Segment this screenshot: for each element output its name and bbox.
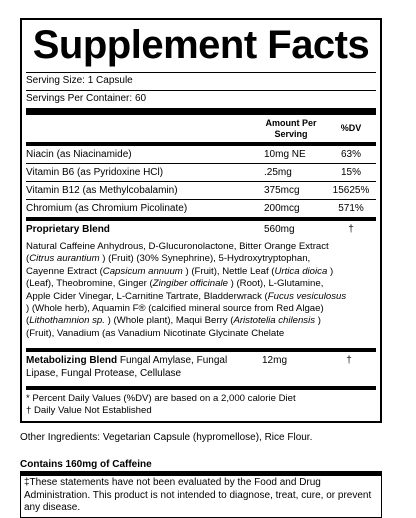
nutrient-name: Niacin (as Niacinamide) bbox=[26, 149, 132, 160]
nutrient-amount: 10mg NE bbox=[264, 149, 306, 160]
nutrient-dv: 571% bbox=[338, 203, 364, 214]
nutrient-table bbox=[26, 146, 376, 217]
metabolizing-blend-text bbox=[26, 354, 254, 380]
ingredient-text: ) (Leaf), Theobromine, Ginger ( bbox=[26, 265, 334, 290]
nutrient-row bbox=[26, 182, 376, 199]
other-ingredients: Other Ingredients: Vegetarian Capsule (hypromellose), Rice Flour. bbox=[20, 432, 313, 443]
nutrient-amount: 200mcg bbox=[264, 203, 300, 214]
thick-divider bbox=[26, 108, 376, 115]
nutrient-row bbox=[26, 146, 376, 163]
nutrient-dv: 15625% bbox=[332, 185, 370, 196]
metabolizing-blend-row bbox=[26, 352, 376, 386]
proprietary-blend-ingredients bbox=[26, 238, 348, 348]
dv-header: %DV bbox=[340, 123, 362, 133]
nutrient-amount: .25mg bbox=[264, 167, 292, 178]
ingredient-text: ) (Whole plant), Maqui Berry ( bbox=[104, 315, 234, 327]
supplement-facts-panel bbox=[20, 18, 382, 423]
botanical-name: Zingiber officinale bbox=[152, 278, 228, 290]
column-header-row bbox=[26, 115, 376, 142]
proprietary-blend-amount: 560mg bbox=[264, 224, 295, 235]
botanical-name: Aristotelia chilensis bbox=[233, 315, 316, 327]
nutrient-name: Chromium (as Chromium Picolinate) bbox=[26, 203, 188, 214]
ingredient-text: ) (Fruit), Vanadium (as Vanadium Nicotinate Glycinate Chelate bbox=[26, 315, 321, 339]
serving-size: Serving Size: 1 Capsule bbox=[26, 75, 133, 86]
dagger-footnote: † Daily Value Not Established bbox=[26, 405, 152, 417]
ingredient-text: Natural Caffeine Anhydrous, D-Glucuronolactone, Bitter Orange Extract ( bbox=[26, 241, 329, 265]
percent-dv-footnote: * Percent Daily Values (%DV) are based on a 2,000 calorie Diet bbox=[26, 393, 296, 405]
proprietary-blend-dv: † bbox=[348, 224, 354, 235]
ingredient-text: ) (Fruit), Nettle Leaf ( bbox=[182, 265, 275, 277]
nutrient-name: Vitamin B6 (as Pyridoxine HCl) bbox=[26, 167, 164, 178]
ingredient-text: ) (Whole herb), Aquamin F® (calcified mineral source from Red Algae) ( bbox=[26, 303, 324, 327]
botanical-name: Urtica dioica bbox=[274, 265, 328, 277]
metabolizing-blend-ingredients: Fungal Amylase, Fungal Lipase, Fungal Protease, Cellulase bbox=[26, 355, 228, 380]
amount-per-serving-header: Amount Per Serving bbox=[265, 118, 317, 139]
metabolizing-blend-label: Metabolizing Blend bbox=[26, 355, 118, 367]
metabolizing-blend-dv: † bbox=[346, 355, 352, 367]
proprietary-blend-label: Proprietary Blend bbox=[26, 224, 110, 235]
servings-per-container: Servings Per Container: 60 bbox=[26, 93, 147, 104]
botanical-name: Fucus vesiculosus bbox=[267, 290, 347, 302]
nutrient-amount: 375mcg bbox=[264, 185, 300, 196]
botanical-name: Capsicum annuum bbox=[102, 265, 183, 277]
footnotes bbox=[26, 390, 376, 421]
botanical-name: Lithothamnion sp. bbox=[29, 315, 105, 327]
proprietary-blend-row bbox=[26, 221, 376, 238]
nutrient-name: Vitamin B12 (as Methylcobalamin) bbox=[26, 185, 178, 196]
fda-disclaimer: ‡These statements have not been evaluated by the Food and Drug Administration. This product is not intended to diagnose, treat, cure, or prevent any disease. bbox=[20, 475, 382, 518]
nutrient-dv: 63% bbox=[340, 149, 361, 160]
botanical-name: Citrus aurantium bbox=[29, 253, 100, 265]
metabolizing-blend-amount: 12mg bbox=[262, 355, 288, 367]
ingredient-text: ) (Fruit) (30% Synephrine), 5-Hydroxytryptophan, Cayenne Extract ( bbox=[26, 253, 311, 277]
nutrient-dv: 15% bbox=[340, 167, 361, 178]
caffeine-content: Contains 160mg of Caffeine bbox=[20, 459, 152, 470]
nutrient-row bbox=[26, 200, 376, 217]
ingredient-text: ) (Root), L-Glutamine, Apple Cider Vinegar, L-Carnitine Tartrate, Bladderwrack ( bbox=[26, 278, 324, 302]
panel-title: Supplement Facts bbox=[32, 23, 370, 67]
nutrient-row bbox=[26, 164, 376, 181]
